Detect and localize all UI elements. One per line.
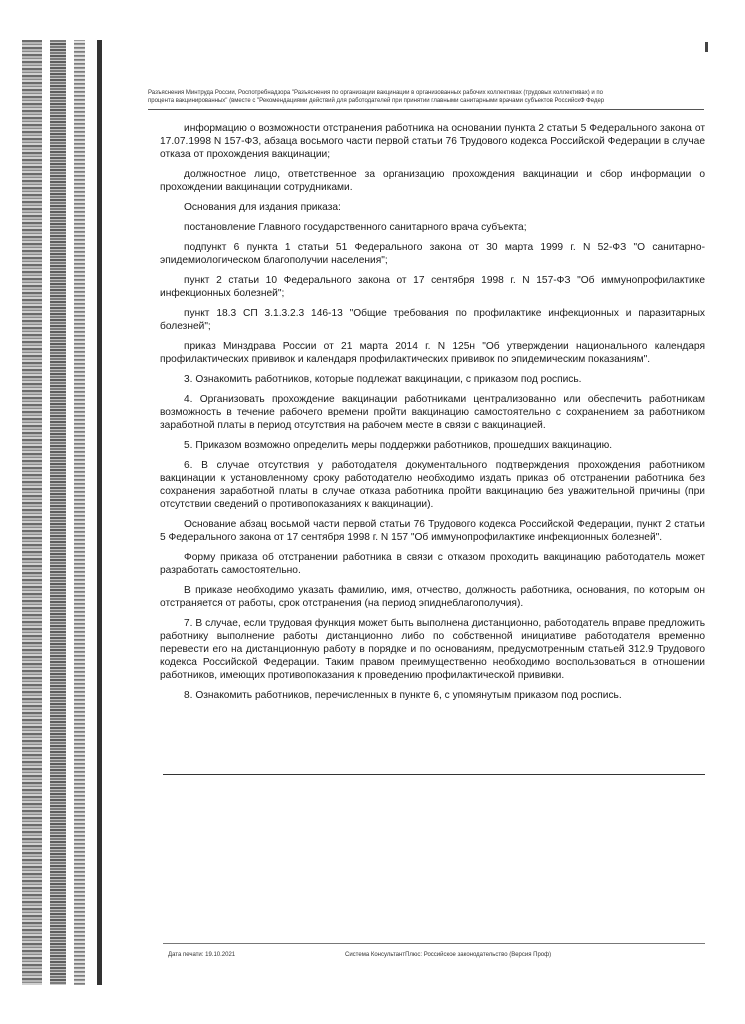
footer-divider bbox=[163, 943, 705, 944]
paragraph: Форму приказа об отстранении работника в связи с отказом проходить вакцинацию работодатель может разработать самостоятельно. bbox=[160, 552, 705, 576]
paragraph: 3. Ознакомить работников, которые подлежат вакцинации, с приказом под роспись. bbox=[184, 374, 582, 385]
scan-binding-stripe bbox=[97, 40, 102, 985]
scan-mark bbox=[705, 42, 708, 52]
header-divider bbox=[148, 109, 704, 110]
paragraph: пункт 2 статьи 10 Федерального закона от 17 сентября 1998 г. N 157-ФЗ "Об иммунопрофилактике инфекционных болезней"; bbox=[160, 275, 705, 299]
content-end-divider bbox=[163, 774, 705, 775]
paragraph: информацию о возможности отстранения работника на основании пункта 2 статьи 5 Федерального закона от 17.07.1998 N 157-ФЗ, абзаца восьмого части первой статьи 76 Трудового кодекса Российской Федерации в случае отказа от прохождения вакцинации; bbox=[160, 123, 705, 160]
paragraph: подпункт 6 пункта 1 статьи 51 Федерального закона от 30 марта 1999 г. N 52-ФЗ "О санитарно-эпидемиологическом благополучии населения"; bbox=[160, 242, 705, 266]
paragraph: 7. В случае, если трудовая функция может быть выполнена дистанционно, работодатель вправе предложить работнику выполнение работы дистанционно либо по собственной инициативе работодателя временно перевести его на дистанционную работу в порядке и по основаниям, предусмотренным статьей 312.9 Трудового кодекса Российской Федерации. Таким правом преимущественно необходимо воспользоваться в отношении работников, имеющих противопоказания к проведению профилактической прививки. bbox=[160, 618, 705, 681]
scan-binding-stripe bbox=[50, 40, 66, 985]
paragraph: постановление Главного государственного санитарного врача субъекта; bbox=[184, 222, 527, 233]
document-body bbox=[160, 122, 705, 752]
paragraph: В приказе необходимо указать фамилию, имя, отчество, должность работника, основания, по которым он отстраняется от работы, срок отстранения (на период эпиднеблагополучия). bbox=[160, 585, 705, 609]
header-line: процентa вакцинированных" (вместе с "Рекомендациями действий для работодателей при принятии главными санитарными врачами субъектов РоссийскФ Федер bbox=[148, 98, 605, 104]
paragraph: приказ Минздрава России от 21 марта 2014 г. N 125н "Об утверждении национального календаря профилактических прививок и календаря профилактических прививок по эпидемическим показаниям". bbox=[160, 341, 705, 365]
document-header bbox=[148, 89, 704, 105]
scan-binding-stripe bbox=[22, 40, 42, 985]
system-name: Система КонсультантПлюс: Российское законодательство (Версия Проф) bbox=[345, 952, 552, 958]
paragraph: должностное лицо, ответственное за организацию прохождения вакцинации и сбор информации о прохождении вакцинации сотрудниками. bbox=[160, 169, 705, 193]
paragraph: 5. Приказом возможно определить меры поддержки работников, прошедших вакцинацию. bbox=[184, 440, 613, 451]
paragraph: 8. Ознакомить работников, перечисленных в пункте 6, с упомянутым приказом под роспись. bbox=[184, 690, 622, 701]
scan-binding-stripe bbox=[74, 40, 85, 985]
paragraph: 6. В случае отсутствия у работодателя документального подтверждения прохождения работником вакцинации к установленному сроку работодателю необходимо издать приказ об отстранении работника без сохранения заработной платы в случае отказа работника пройти вакцинацию без уважительной причины (при отсутствии сведений о противопоказаниях к вакцинации). bbox=[160, 460, 705, 510]
paragraph: пункт 18.3 СП 3.1.3.2.3 146-13 "Общие требования по профилактике инфекционных и паразитарных болезней"; bbox=[160, 308, 705, 332]
paragraph: Основание абзац восьмой части первой статьи 76 Трудового кодекса Российской Федерации, пункт 2 статьи 5 Федерального закона от 17 сентября 1998 г. N 157 "Об иммунопрофилактике инфекционных болезней". bbox=[160, 519, 705, 543]
paragraph: 4. Организовать прохождение вакцинации работниками централизованно или обеспечить работникам возможность в течение рабочего времени пройти вакцинацию самостоятельно с сохранением за работником заработной платы в период отсутствия на рабочем месте в связи с вакцинацией. bbox=[160, 394, 705, 431]
paragraph: Основания для издания приказа: bbox=[184, 202, 341, 213]
print-date: Дата печати: 19.10.2021 bbox=[168, 952, 236, 958]
header-line: Разъяснения Минтруда России, Роспотребнадзора "Разъяснения по организации вакцинации в организованных рабочих коллективах (трудовых коллективах) и по bbox=[148, 90, 603, 96]
